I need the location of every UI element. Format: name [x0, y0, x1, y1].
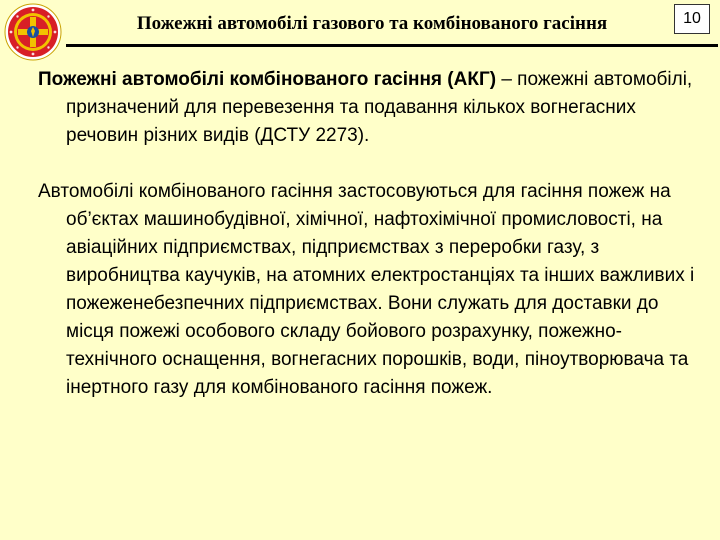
definition-paragraph — [38, 66, 706, 150]
slide-title: Пожежні автомобілі газового та комбінованого гасіння — [136, 13, 608, 34]
usage-paragraph: Автомобілі комбінованого гасіння застосовуються для гасіння пожеж на об’єктах машинобудівної, хімічної, нафтохімічної промисловості, на авіаційних підприємствах, підприємствах з переробки газу, з виробництва каучуків, на атомних електростанціях та інших важливих і пожеженебезпечних підприємствах. Вони служать для доставки до місця пожежі особового складу бойового розрахунку, пожежно-технічного оснащення, вогнегасних порошків, води, піноутворювача та інертного газу для комбінованого гасіння пожеж. — [38, 181, 695, 398]
definition-text: – пожежні автомобілі, призначений для перевезення та подавання кількох вогнегасних речовин різних видів (ДСТУ 2273). — [66, 69, 693, 146]
page-number: 10 — [674, 4, 710, 34]
fire-rescue-emblem-icon — [4, 3, 62, 61]
slide-body — [38, 66, 706, 402]
title-divider — [66, 44, 718, 47]
definition-term: Пожежні автомобілі комбінованого гасіння (АКГ) — [38, 69, 497, 90]
